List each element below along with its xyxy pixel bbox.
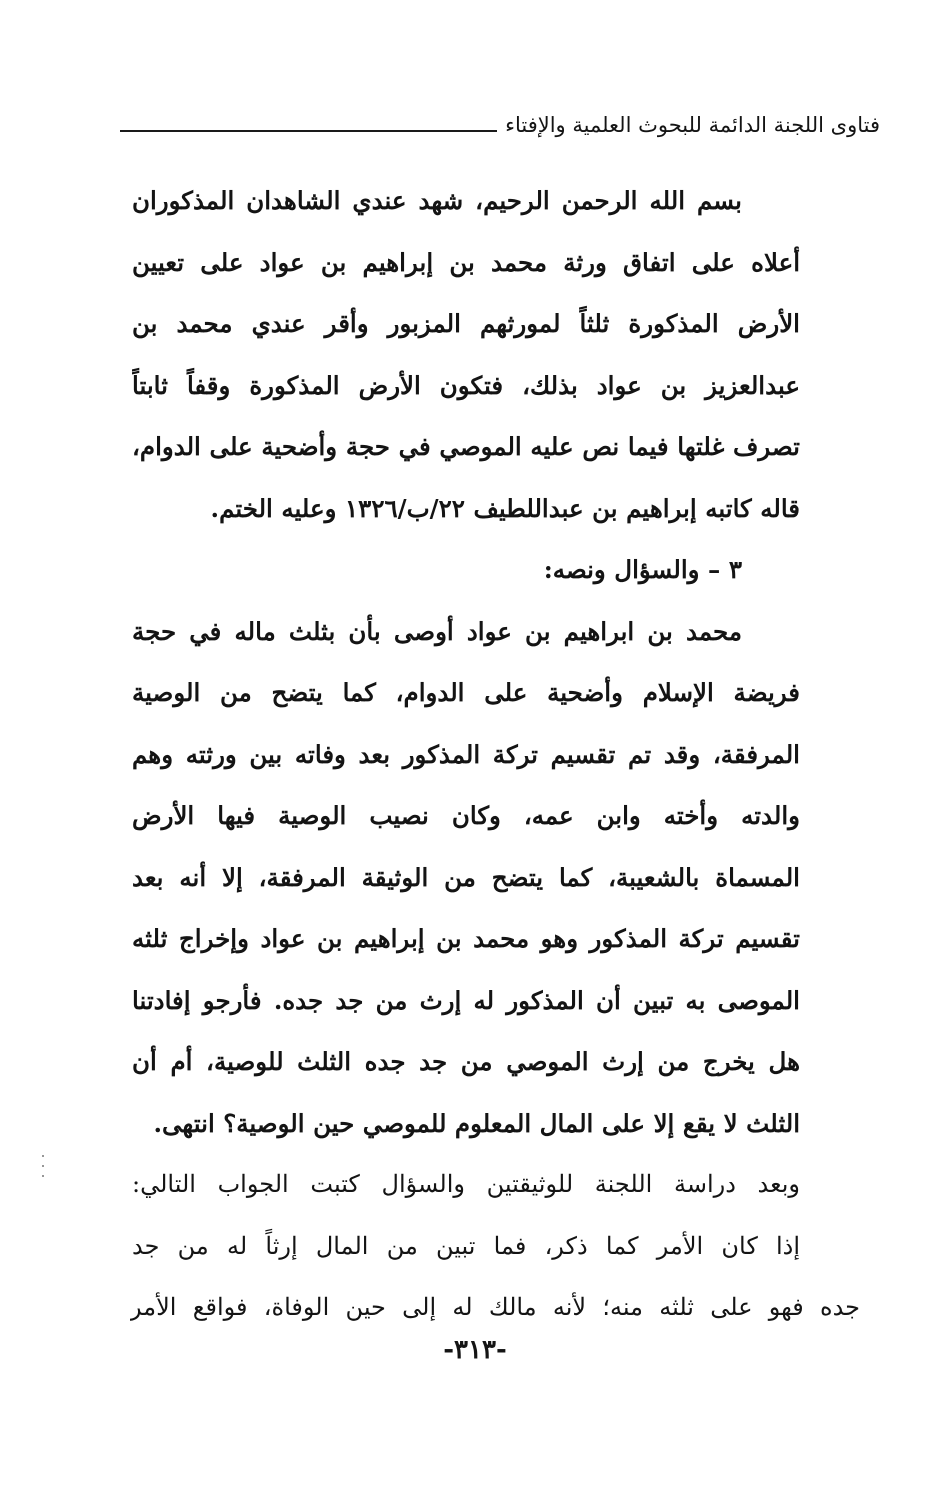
text-line: أعلاه على اتفاق ورثة محمد بن إبراهيم بن عواد على تعيين bbox=[132, 247, 800, 277]
page-number: -٣١٣- bbox=[443, 1335, 507, 1365]
text-line: تصرف غلتها فيما نص عليه الموصي في حجة وأضحية على الدوام، bbox=[132, 432, 800, 461]
text-line: إذا كان الأمر كما ذكر، فما تبين من المال إرثاً له من جد bbox=[132, 1231, 800, 1260]
text-line: جده فهو على ثلثه منه؛ لأنه مالك له إلى حين الوفاة، فواقع الأمر bbox=[130, 1293, 860, 1321]
text-line: الثلث لا يقع إلا على المال المعلوم للموصي حين الوصية؟ انتهى. bbox=[153, 1108, 800, 1138]
text-line: والدته وأخته وابن عمه، وكان نصيب الوصية فيها الأرض bbox=[132, 801, 800, 830]
header-rule bbox=[120, 130, 497, 132]
text-line: هل يخرج من إرث الموصي من جد جده الثلث للوصية، أم أن bbox=[132, 1047, 800, 1076]
text-line: تقسيم تركة المذكور وهو محمد بن إبراهيم بن عواد وإخراج ثلثه bbox=[132, 924, 800, 953]
text-line: المرفقة، وقد تم تقسيم تركة المذكور بعد وفاته بين ورثته وهم bbox=[132, 739, 800, 769]
text-line: المسماة بالشعيبة، كما يتضح من الوثيقة المرفقة، إلا أنه بعد bbox=[132, 862, 800, 892]
text-line: عبدالعزيز بن عواد بذلك، فتكون الأرض المذكورة وقفاً ثابتاً bbox=[132, 370, 800, 400]
text-line: بسم الله الرحمن الرحيم، شهد عندي الشاهدان المذكوران bbox=[132, 186, 742, 215]
margin-specks bbox=[40, 1155, 46, 1185]
text-line: محمد بن ابراهيم بن عواد أوصى بأن بثلث ماله في حجة bbox=[132, 616, 742, 646]
text-line: وبعد دراسة اللجنة للوثيقتين والسؤال كتبت الجواب التالي: bbox=[132, 1170, 800, 1198]
text-line: الأرض المذكورة ثلثاً لمورثهم المزبور وأقر عندي محمد بن bbox=[132, 309, 800, 338]
text-line: الموصى به تبين أن المذكور له إرث من جد جده. فأرجو إفادتنا bbox=[132, 985, 800, 1015]
header-title: فتاوى اللجنة الدائمة للبحوث العلمية والإفتاء bbox=[505, 113, 880, 137]
body-text bbox=[130, 170, 860, 1339]
section-heading: ٣ – والسؤال ونصه: bbox=[543, 555, 742, 584]
running-header bbox=[120, 100, 880, 140]
text-line: قاله كاتبه إبراهيم بن عبداللطيف ٢٢/ب/١٣٢٦ وعليه الختم. bbox=[210, 493, 800, 523]
text-line: فريضة الإسلام وأضحية على الدوام، كما يتضح من الوصية bbox=[132, 678, 800, 707]
